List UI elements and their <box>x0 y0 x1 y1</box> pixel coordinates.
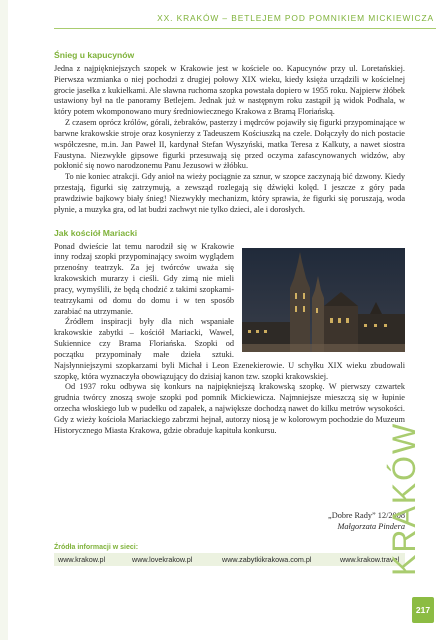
running-title: XX. KRAKÓW – BETLEJEM POD POMNIKIEM MICKIEWICZA <box>157 13 434 23</box>
paragraph: Z czasem oprócz królów, górali, żebraków, pasterzy i mędrców pojawiły się figurki przypominające w barwne krakowskie stroje oraz kosynierzy z Tadeuszem Kościuszką na czele. Dołączyły do nich postacie współczesne, m.in. Jan Paweł II, kardynał Stefan Wyszyński, matka Teresa z Kalkuty, a nawet siostra Faustyna. Niezwykłe gipsowe figurki przesuwają się przed oczyma zafascynowanych widzów, aby pokłonić się nowo narodzonemu Panu Jezusowi w żłóbku. <box>54 118 405 171</box>
sources-label: Źródła informacji w sieci: <box>54 544 139 551</box>
paragraph: Ponad dwieście lat temu narodził się w Krakowie inny rodzaj szopki przypominający swoim wyglądem przenośny teatrzyk. Za jej twórców uważa się krakowskich murarzy i cieśli. Gdy zimą nie mieli pracy, wymyślili, że będą chodzić z takimi szopkami-teatrzykami od domu do domu i w ten sposób zarabiać na utrzymanie. <box>54 241 234 316</box>
chapter-side-label: KRAKÓW <box>386 421 422 576</box>
source-link-krakow[interactable]: www.krakow.pl <box>58 555 106 564</box>
paragraph: Jedna z najpiękniejszych szopek w Krakowie jest w kościele oo. Kapucynów przy ul. Loretańskiej. Pierwsza wzmianka o niej pochodzi z drugiej połowy XIX wieku, kiedy księża urządzili w kościelnej grocie jasełka z kukiełkami. Ale sławna ruchoma szopka powstała dopiero w 1955 roku. Najpierw żłóbek ustawiony był na tle panoramy Betlejem. Jednak już w następnym roku zastąpił ją widok Podhala, w który potem wkomponowano mury średniowiecznego Krakowa z Bramą Floriańską. <box>54 63 405 117</box>
page-edge-strip <box>0 0 8 640</box>
sources-links-bar <box>54 553 405 566</box>
source-link-lovekrakow[interactable]: www.lovekrakow.pl <box>132 555 193 564</box>
paragraph: To nie koniec atrakcji. Gdy anioł na wieży pociągnie za sznur, w szopce zaczynają bić dzwony. Kiedy przestają, figurki się zatrzymują, a zewsząd rozlegają się dźwięki kolęd. I jeszcze z góry pada prawdziwie bajkowy biały śnieg! Niezwykły mechanizm, który sprawia, że figurki się poruszają, woda płynie, a muzyka gra, od lat budzi zachwyt nie tylko dzieci, ale i dorosłych. <box>54 172 405 214</box>
paragraph: Źródłem inspiracji były dla nich wspaniałe krakowskie zabytki – kościół Mariacki, Wawel, Sukiennice czy Brama Floriańska. Szopki od początku przypominały małe dzieła sztuki. Najsłynniejszymi szopkarzami byli Michał i Leon Ezenekierowie. U schyłku XIX wieku zbudowali szopkę, która wyznaczyła obowiązujący do dzisiaj kanon tzw. szopki krakowskiej. <box>54 317 405 381</box>
author-name: Małgorzata Pindera <box>337 522 405 531</box>
source-link-krakow-travel[interactable]: www.krakow.travel <box>340 555 400 564</box>
publication-source: „Dobre Rady” 12/2008 <box>328 511 405 520</box>
section-heading-mariacki: Jak kościół Mariacki <box>54 227 138 238</box>
running-header <box>0 0 446 36</box>
article-body <box>54 50 405 437</box>
header-divider <box>54 28 436 29</box>
section-heading-kapucyni: Śnieg u kapucynów <box>54 50 135 60</box>
source-link-zabytkikrakowa[interactable]: www.zabytkikrakowa.com.pl <box>222 555 312 564</box>
mariacki-night-photo <box>242 248 405 352</box>
section-mariacki <box>54 228 405 437</box>
paragraph: Od 1937 roku odbywa się konkurs na najpiękniejszą krakowską szopkę. W pierwszy czwartek grudnia twórcy znoszą swoje szopki pod pomnik Mickiewicza. Najmniejsze mieszczą się w łupinie orzecha włoskiego lub w pudełku od zapałek, a największe dochodzą nawet do kilku metrów wysokości. Gdy z wieży kościoła Mariackiego zabrzmi hejnał, autorzy niosą je w kolorowym pochodzie do Muzeum Historycznego Miasta Krakowa, gdzie obraduje kapituła konkursu. <box>54 382 405 435</box>
church-night-illustration <box>242 248 405 352</box>
page-number: 217 <box>412 597 434 623</box>
